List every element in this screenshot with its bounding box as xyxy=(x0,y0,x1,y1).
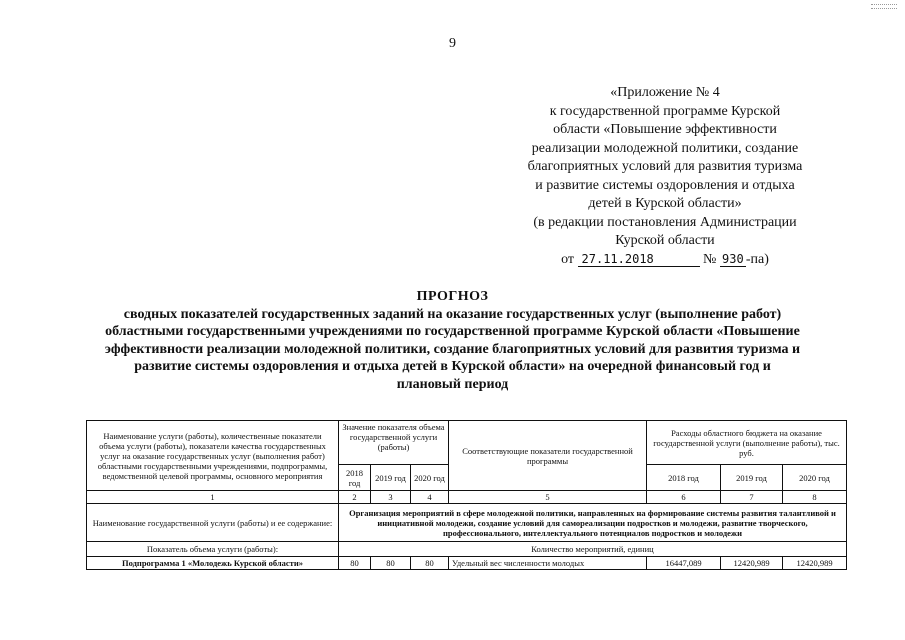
header-expense-year: 2018 год xyxy=(647,465,721,491)
heading-line: эффективности реализации молодежной политики, создание благоприятных условий для развития туризма и xyxy=(104,341,801,357)
appendix-line: и развитие системы оздоровления и отдыха xyxy=(535,177,795,193)
decree-number: 930 xyxy=(720,252,746,267)
subprogram-volume-2019: 80 xyxy=(371,557,411,570)
appendix-line: области «Повышение эффективности xyxy=(553,122,777,137)
appendix-line: «Приложение № 4 xyxy=(610,85,720,100)
subprogram-name: Подпрограмма 1 «Молодежь Курской области» xyxy=(87,557,339,570)
corner-mark xyxy=(871,4,897,9)
column-number: 5 xyxy=(449,491,647,504)
header-indicators: Соответствующие показатели государственной программы xyxy=(449,421,647,491)
appendix-line: (в редакции постановления Администрации xyxy=(533,214,797,230)
subprogram-expense-2018: 16447,089 xyxy=(647,557,721,570)
column-number: 1 xyxy=(87,491,339,504)
column-number: 3 xyxy=(371,491,411,504)
appendix-line: реализации молодежной политики, создание xyxy=(531,140,799,156)
subprogram-expense-2020: 12420,989 xyxy=(783,557,847,570)
heading-line: развитие системы оздоровления и отдыха детей в Курской области» на очередной финансовый год и xyxy=(134,359,771,374)
subprogram-indicator: Удельный вес численности молодых xyxy=(449,557,647,570)
column-number: 2 xyxy=(339,491,371,504)
appendix-line: к государственной программе Курской xyxy=(549,103,781,119)
heading-line: областными государственными учреждениями по государственной программе Курской области «Повышение xyxy=(105,324,800,339)
volume-description: Количество мероприятий, единиц xyxy=(339,542,847,557)
from-prefix: от xyxy=(561,251,575,267)
subprogram-volume-2020: 80 xyxy=(411,557,449,570)
appendix-line: детей в Курской области» xyxy=(588,196,742,211)
heading-line: сводных показателей государственных заданий на оказание государственных услуг (выполнение работ) xyxy=(123,306,782,322)
volume-label: Показатель объема услуги (работы): xyxy=(87,542,339,557)
appendix-line: благоприятных условий для развития туризма xyxy=(527,159,803,174)
header-volume-year: 2019 год xyxy=(371,465,411,491)
column-number: 8 xyxy=(783,491,847,504)
heading-line: плановый период xyxy=(396,376,509,392)
column-number: 7 xyxy=(721,491,783,504)
document-heading xyxy=(0,288,905,393)
header-volume-year: 2020 год xyxy=(411,465,449,491)
number-prefix: № xyxy=(703,251,717,267)
number-suffix: -па) xyxy=(745,251,769,267)
subprogram-expense-2019: 12420,989 xyxy=(721,557,783,570)
header-volume-year: 2018 год xyxy=(339,465,371,491)
appendix-date-line xyxy=(500,251,830,270)
appendix-block xyxy=(500,84,830,269)
header-service-name: Наименование услуги (работы), количественные показатели объема услуги (работы), показатели качества государственных услуг на оказание государственных услуг (выполнения работ) областными государственными учреждениями, подпрограммы, ведомственной целевой программы, основного мероприятия xyxy=(87,421,339,491)
service-label: Наименование государственной услуги (работы) и ее содержание: xyxy=(87,504,339,542)
decree-date: 27.11.2018 xyxy=(578,252,700,267)
subprogram-volume-2018: 80 xyxy=(339,557,371,570)
header-expenses: Расходы областного бюджета на оказание государственной услуги (выполнение работы), тыс. руб. xyxy=(647,421,847,465)
header-expense-year: 2020 год xyxy=(783,465,847,491)
header-expense-year: 2019 год xyxy=(721,465,783,491)
service-description: Организация мероприятий в сфере молодежной политики, направленных на формирование системы развития талантливой и инициативной молодежи, создание условий для самореализации подростков и молодежи, развитие творческого, профессионального, интеллектуального потенциалов подростков и молодежи xyxy=(339,504,847,542)
header-volume: Значение показателя объема государственной услуги (работы) xyxy=(339,421,449,465)
column-number: 4 xyxy=(411,491,449,504)
heading-title: ПРОГНОЗ xyxy=(416,289,489,304)
appendix-line: Курской области xyxy=(615,233,715,248)
column-number: 6 xyxy=(647,491,721,504)
page-number: 9 xyxy=(449,36,456,51)
forecast-table xyxy=(86,420,847,570)
